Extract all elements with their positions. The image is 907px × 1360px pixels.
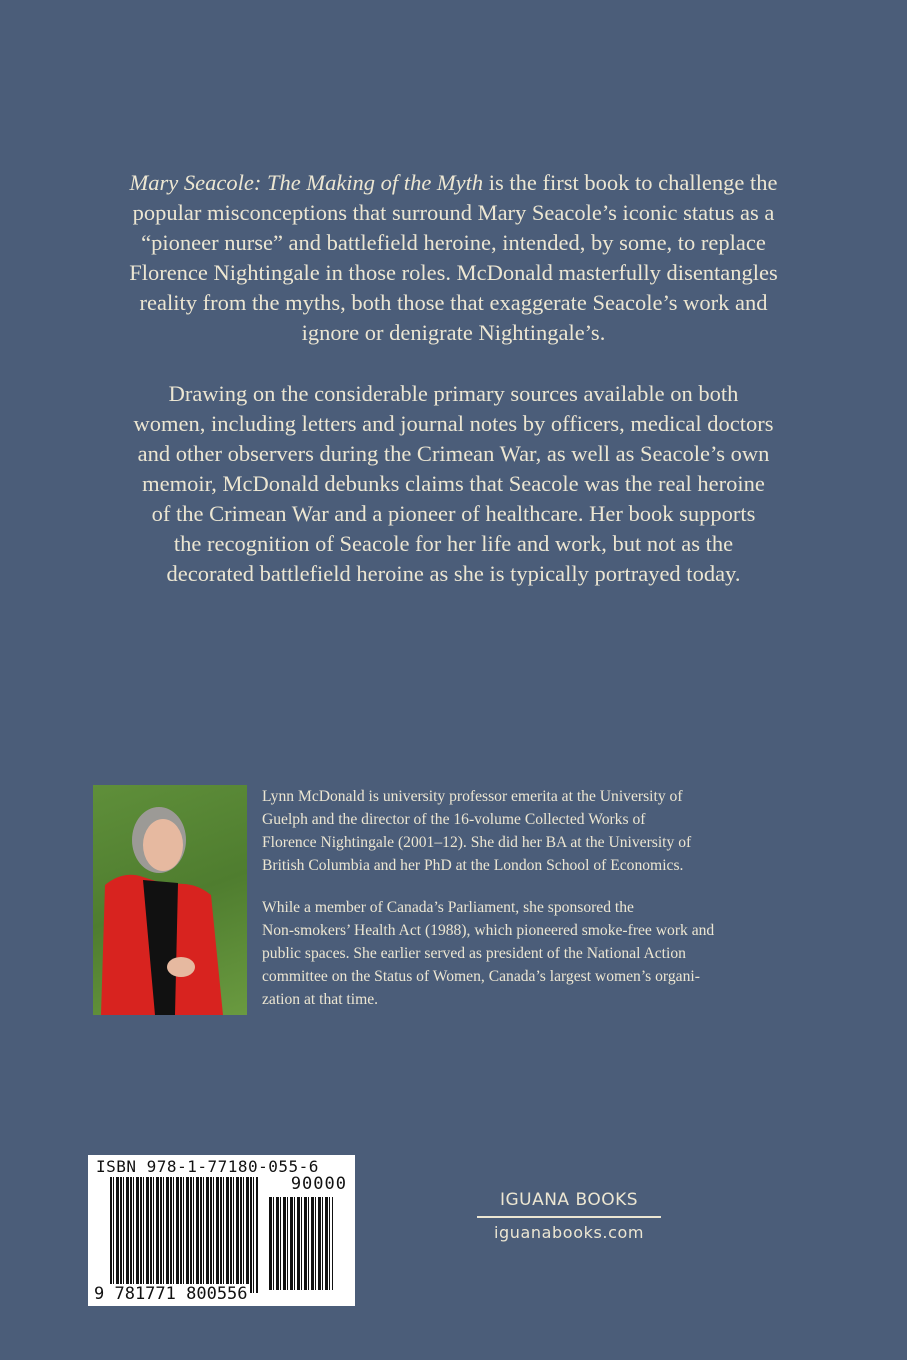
bio-line: zation at that time. (262, 991, 379, 1008)
book-title: Mary Seacole: The Making of the Myth (129, 170, 484, 195)
bio-line: Guelph and the director of the 16-volume Collected Works of (262, 811, 646, 828)
publisher-url: iguanabooks.com (493, 1223, 645, 1242)
blurb-line: “pioneer nurse” and battlefield heroine, intended, by some, to replace (141, 230, 766, 255)
bio-line: British Columbia and her PhD at the London School of Economics. (262, 857, 684, 874)
barcode-digits: 9 781771 800556 (94, 1284, 248, 1304)
bio-line: While a member of Canada’s Parliament, she sponsored the (262, 899, 634, 916)
blurb-line: Florence Nightingale in those roles. McDonald masterfully disentangles (129, 260, 778, 285)
blurb-line: reality from the myths, both those that exaggerate Seacole’s work and (139, 290, 768, 315)
blurb-line: decorated battlefield heroine as she is typically portrayed today. (166, 561, 741, 586)
blurb-line: and other observers during the Crimean War, as well as Seacole’s own (137, 441, 770, 466)
blurb-line: ignore or denigrate Nightingale’s. (301, 320, 606, 345)
blurb-line (0, 168, 907, 198)
blurb-line: popular misconceptions that surround Mary Seacole’s iconic status as a (132, 200, 775, 225)
publisher-name: IGUANA BOOKS (499, 1190, 639, 1210)
isbn-barcode (88, 1155, 355, 1306)
addon-bars (269, 1197, 333, 1290)
bio-line: Lynn McDonald is university professor emerita at the University of (262, 788, 683, 805)
bio-line: Florence Nightingale (2001–12). She did her BA at the University of (262, 834, 692, 851)
blurb-line: the recognition of Seacole for her life and work, but not as the (173, 531, 734, 556)
publisher-logo (477, 1190, 661, 1242)
blurb-line: of the Crimean War and a pioneer of healthcare. Her book supports (151, 501, 756, 526)
bio-line: Non-smokers’ Health Act (1988), which pioneered smoke-free work and (262, 922, 715, 939)
author-photo (93, 785, 247, 1015)
isbn-text: ISBN 978-1-77180-055-6 (96, 1157, 319, 1176)
barcode-bars (110, 1177, 258, 1293)
blurb-line: women, including letters and journal notes by officers, medical doctors (133, 411, 774, 436)
author-bio-paragraph-1 (262, 785, 691, 877)
bio-line: committee on the Status of Women, Canada’s largest women’s organi- (262, 968, 700, 985)
blurb-paragraph-2 (0, 379, 907, 589)
logo-divider (477, 1216, 661, 1218)
blurb-text: is the first book to challenge the (483, 170, 778, 195)
blurb-paragraph-1 (0, 168, 907, 348)
author-bio-paragraph-2 (262, 896, 714, 1011)
price-addon: 90000 (290, 1174, 347, 1194)
blurb-line: memoir, McDonald debunks claims that Seacole was the real heroine (142, 471, 765, 496)
blurb-line: Drawing on the considerable primary sources available on both (168, 381, 739, 406)
bio-line: public spaces. She earlier served as president of the National Action (262, 945, 686, 962)
